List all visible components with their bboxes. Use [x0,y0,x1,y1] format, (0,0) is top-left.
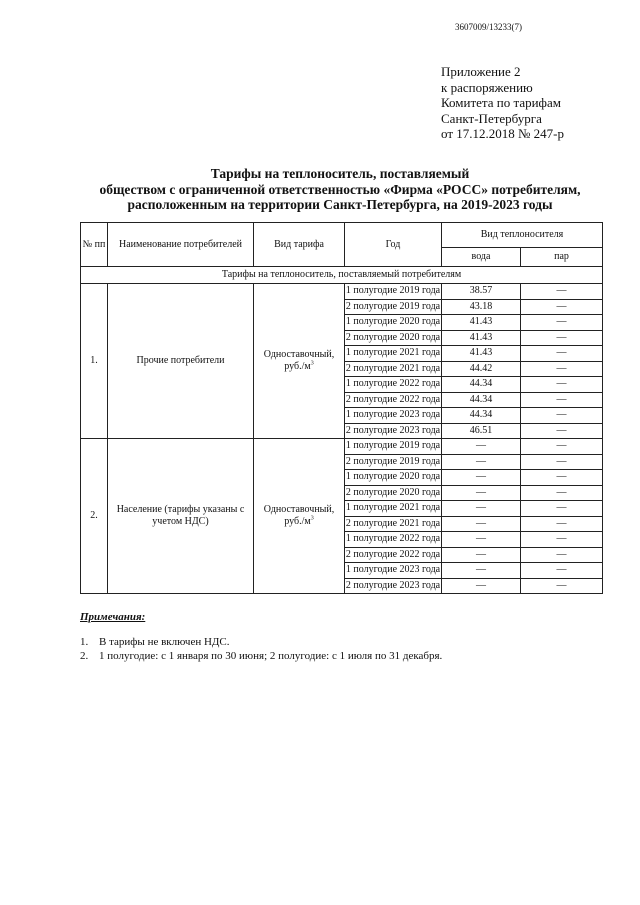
header-steam: пар [521,248,603,267]
steam-value: — [521,408,603,424]
water-value: 44.34 [442,408,521,424]
appendix-line: Комитета по тарифам [441,95,561,110]
tariffs-table [80,222,603,594]
water-value: — [442,485,521,501]
header-num: № пп [81,223,108,267]
period-cell: 1 полугодие 2020 года [345,470,442,486]
water-value: — [442,578,521,594]
steam-value: — [521,439,603,455]
steam-value: — [521,532,603,548]
period-cell: 2 полугодие 2021 года [345,361,442,377]
water-value: 46.51 [442,423,521,439]
water-value: 44.34 [442,377,521,393]
header-row [81,223,603,248]
water-value: 38.57 [442,284,521,300]
steam-value: — [521,454,603,470]
period-cell: 2 полугодие 2023 года [345,423,442,439]
appendix-line: к распоряжению [441,79,533,95]
steam-value: — [521,470,603,486]
appendix-line: Санкт-Петербурга [441,110,542,126]
appendix-line: от 17.12.2018 № 247-р [441,126,564,141]
water-value: — [442,439,521,455]
title-line: расположенным на территории Санкт-Петербурга, на 2019-2023 годы [127,197,553,212]
water-value: — [442,532,521,548]
water-value: — [442,470,521,486]
header-consumer: Наименование потребителей [108,223,254,267]
unit-superscript: 3 [310,360,314,367]
note-number: 1. [80,636,89,648]
consumer-name: Прочие потребители [108,284,254,439]
steam-value: — [521,299,603,315]
notes-list [80,636,442,663]
period-cell: 1 полугодие 2019 года [345,284,442,300]
water-value: 43.18 [442,299,521,315]
water-value: 41.43 [442,315,521,331]
steam-value: — [521,315,603,331]
steam-value: — [521,392,603,408]
group-number: 1. [81,284,108,439]
period-cell: 2 полугодие 2023 года [345,578,442,594]
steam-value: — [521,423,603,439]
document-number: 3607009/13233(7) [455,22,522,32]
water-value: — [442,563,521,579]
period-cell: 1 полугодие 2019 года [345,439,442,455]
consumer-name: Население (тарифы указаны с учетом НДС) [108,439,254,594]
steam-value: — [521,501,603,517]
period-cell: 1 полугодие 2020 года [345,315,442,331]
header-tariff-type: Вид тарифа [254,223,345,267]
notes-title: Примечания: [80,611,146,623]
group-number: 2. [81,439,108,594]
appendix-block [441,64,564,142]
water-value: 41.43 [442,330,521,346]
steam-value: — [521,361,603,377]
steam-value: — [521,330,603,346]
period-cell: 1 полугодие 2023 года [345,563,442,579]
tariff-type-label: Одноставочный, [263,349,335,360]
water-value: 44.42 [442,361,521,377]
section-title: Тарифы на теплоноситель, поставляемый потребителям [81,267,603,284]
tariff-unit [254,361,344,373]
period-cell: 2 полугодие 2020 года [345,330,442,346]
period-cell: 1 полугодие 2022 года [345,532,442,548]
period-cell: 2 полугодие 2022 года [345,547,442,563]
water-value: — [442,501,521,517]
steam-value: — [521,346,603,362]
tariff-type [254,284,345,439]
period-cell: 2 полугодие 2021 года [345,516,442,532]
unit-text: руб./м [284,361,311,372]
water-value: — [442,454,521,470]
steam-value: — [521,516,603,532]
unit-text: руб./м [284,516,311,527]
period-cell: 2 полугодие 2020 года [345,485,442,501]
title-line: Тарифы на теплоноситель, поставляемый [210,166,470,181]
water-value: — [442,547,521,563]
period-cell: 1 полугодие 2021 года [345,501,442,517]
section-row [81,267,603,284]
steam-value: — [521,284,603,300]
header-carrier: Вид теплоносителя [442,223,603,248]
steam-value: — [521,578,603,594]
header-year: Год [345,223,442,267]
water-value: — [442,516,521,532]
period-cell: 1 полугодие 2021 года [345,346,442,362]
table-row [81,439,603,455]
header-water: вода [442,248,521,267]
note-text: 1 полугодие: с 1 января по 30 июня; 2 полугодие: с 1 июля по 31 декабря. [99,649,443,662]
note-item [80,636,442,650]
document-title [40,166,640,213]
period-cell: 2 полугодие 2019 года [345,299,442,315]
appendix-line: Приложение 2 [441,64,521,79]
steam-value: — [521,377,603,393]
tariff-type [254,439,345,594]
period-cell: 2 полугодие 2022 года [345,392,442,408]
note-item [80,650,442,664]
water-value: 44.34 [442,392,521,408]
unit-superscript: 3 [310,515,314,522]
note-text: В тарифы не включен НДС. [99,636,230,648]
table-row [81,284,603,300]
tariff-unit [254,516,344,528]
title-line: обществом с ограниченной ответственностью «Фирма «РОСС» потребителям, [99,181,581,197]
steam-value: — [521,563,603,579]
period-cell: 2 полугодие 2019 года [345,454,442,470]
water-value: 41.43 [442,346,521,362]
period-cell: 1 полугодие 2022 года [345,377,442,393]
tariff-type-label: Одноставочный, [263,504,335,515]
note-number: 2. [80,649,89,662]
steam-value: — [521,485,603,501]
steam-value: — [521,547,603,563]
period-cell: 1 полугодие 2023 года [345,408,442,424]
